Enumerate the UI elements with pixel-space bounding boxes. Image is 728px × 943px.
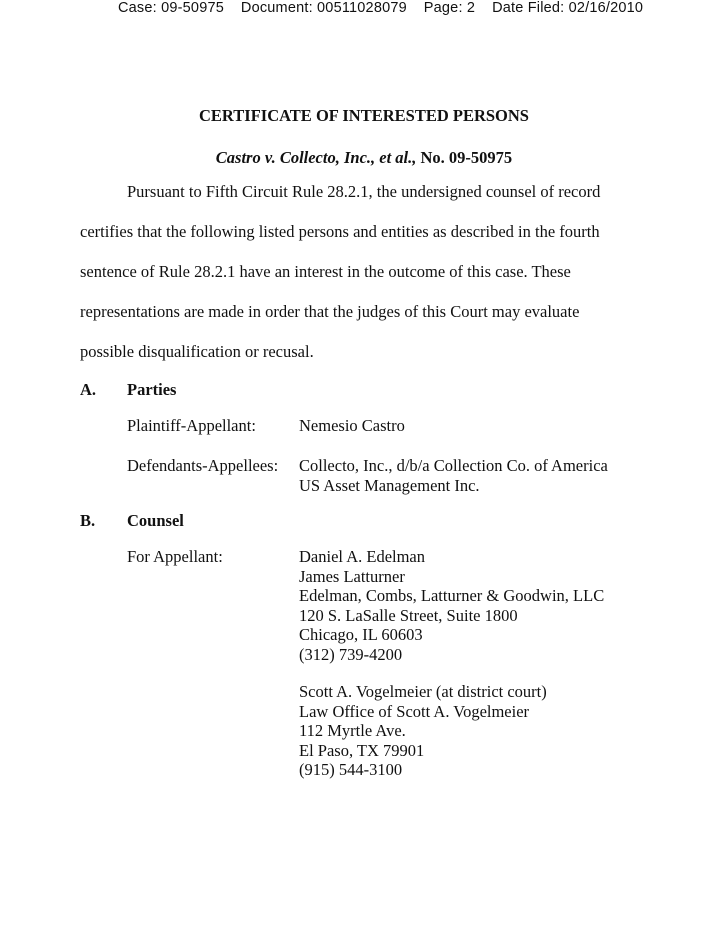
section-b-letter: B. xyxy=(80,511,96,530)
defendant-line: Collecto, Inc., d/b/a Collection Co. of America xyxy=(299,456,608,475)
paragraph-line: sentence of Rule 28.2.1 have an interest in the outcome of this case. These xyxy=(80,262,571,281)
case-name: Castro v. Collecto, Inc., et al., xyxy=(215,148,417,167)
plaintiff-appellant-label: Plaintiff-Appellant: xyxy=(127,416,256,435)
for-appellant-label: For Appellant: xyxy=(127,547,223,566)
section-a-letter: A. xyxy=(80,380,97,399)
counsel-line: (915) 544-3100 xyxy=(299,760,403,779)
defendants-appellees-value xyxy=(299,456,608,495)
defendants-appellees-label: Defendants-Appellees: xyxy=(127,456,279,475)
counsel-line: Daniel A. Edelman xyxy=(299,547,426,566)
plaintiff-appellant-value xyxy=(299,416,405,436)
counsel-line: 112 Myrtle Ave. xyxy=(299,721,406,740)
counsel-line: Law Office of Scott A. Vogelmeier xyxy=(299,701,530,721)
section-b-title: Counsel xyxy=(127,511,184,530)
section-a-title: Parties xyxy=(127,380,177,399)
counsel-line: Scott A. Vogelmeier (at district court) xyxy=(299,682,547,701)
document-title-text: CERTIFICATE OF INTERESTED PERSONS xyxy=(199,106,529,125)
counsel-line: James Latturner xyxy=(299,566,405,586)
defendant-line: US Asset Management Inc. xyxy=(299,475,480,495)
document-title xyxy=(0,106,728,126)
counsel-line: Chicago, IL 60603 xyxy=(299,625,423,644)
counsel-line: Edelman, Combs, Latturner & Goodwin, LLC xyxy=(299,586,605,605)
plaintiff-name: Nemesio Castro xyxy=(299,416,405,435)
counsel-line: 120 S. LaSalle Street, Suite 1800 xyxy=(299,605,518,625)
counsel-line: El Paso, TX 79901 xyxy=(299,740,425,760)
case-caption xyxy=(0,148,728,168)
case-filing-stamp: Case: 09-50975 Document: 00511028079 Page: 2 Date Filed: 02/16/2010 xyxy=(118,0,644,16)
paragraph-line: possible disqualification or recusal. xyxy=(80,342,314,361)
paragraph-line: representations are made in order that the judges of this Court may evaluate xyxy=(80,302,580,321)
case-number: No. 09-50975 xyxy=(420,148,513,167)
appellant-counsel-block-2 xyxy=(299,682,547,780)
paragraph-line: Pursuant to Fifth Circuit Rule 28.2.1, the undersigned counsel of record xyxy=(127,182,601,201)
paragraph-line: certifies that the following listed persons and entities as described in the fourth xyxy=(80,222,600,241)
appellant-counsel-block-1 xyxy=(299,547,604,664)
counsel-line: (312) 739-4200 xyxy=(299,644,403,664)
